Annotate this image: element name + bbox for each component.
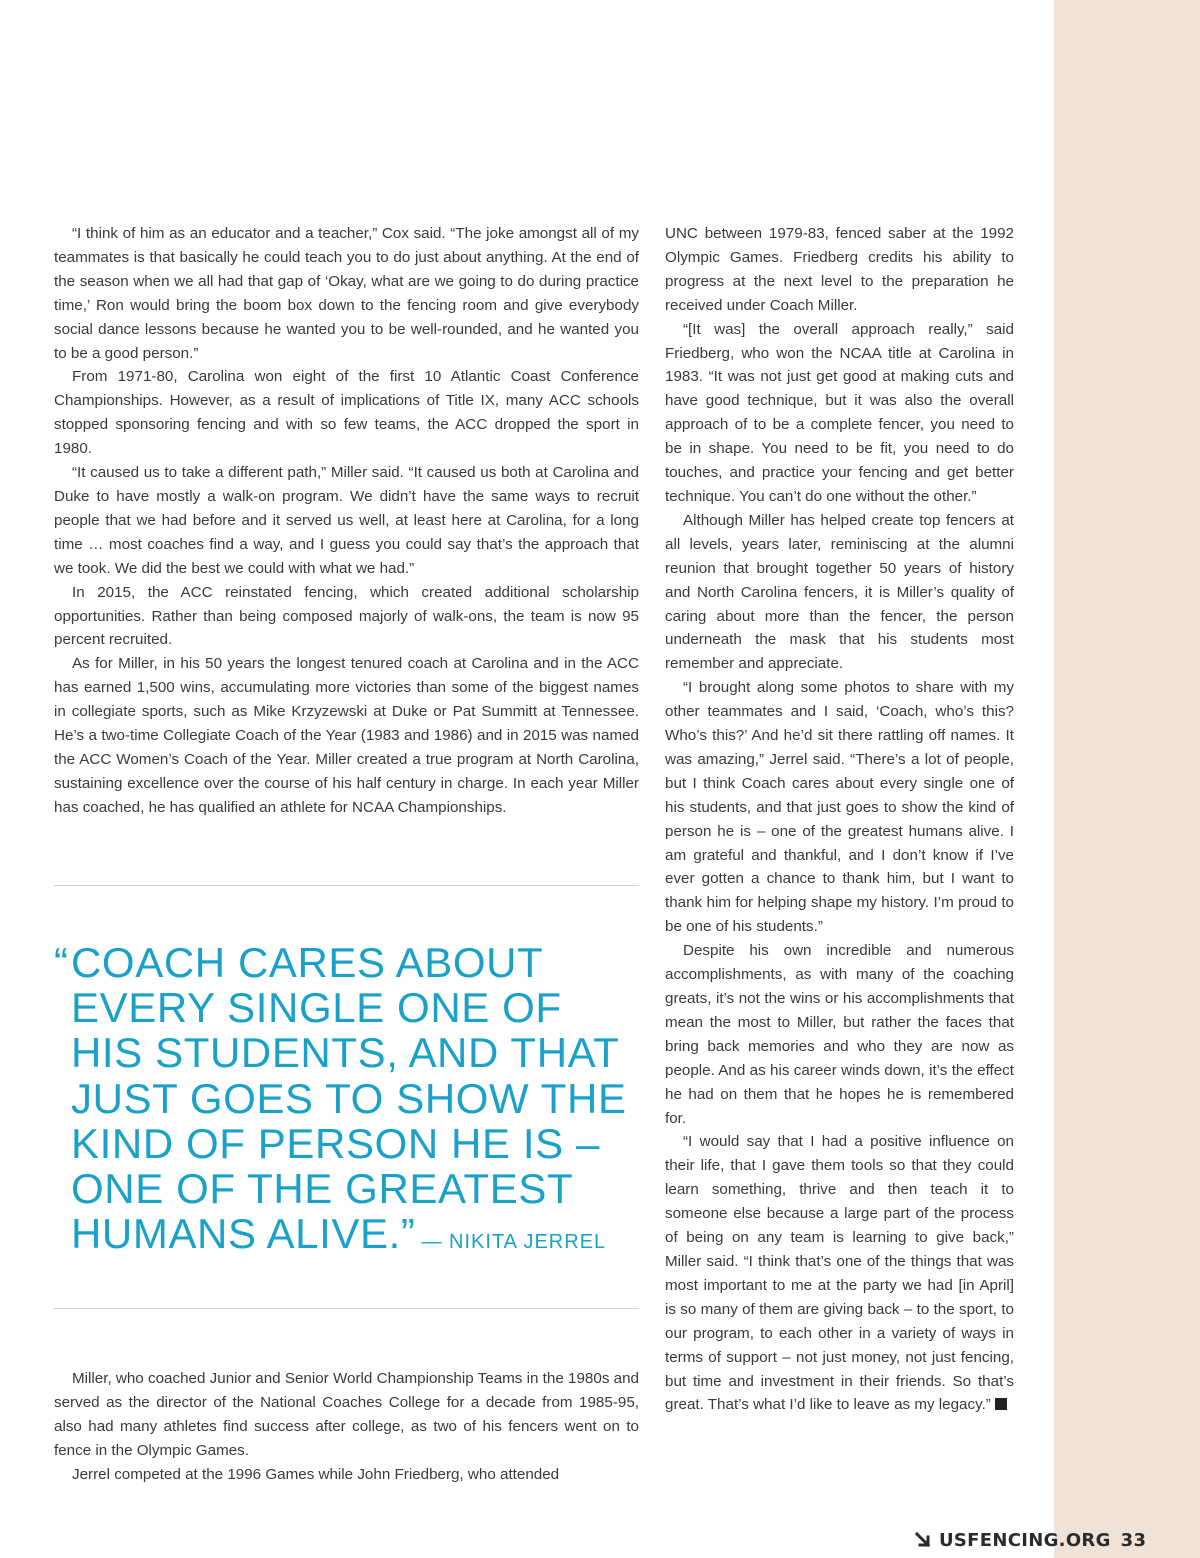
article-paragraph-continued: UNC between 1979-83, fenced saber at the 1992 Olympic Games. Friedberg credits his ability to progress at the next level to the preparation he received under Coach Miller. — [665, 225, 1014, 314]
article-paragraph: “It caused us to take a different path,” Miller said. “It caused us both at Carolina and Duke to have mostly a walk-on program. We didn’t have the same ways to recruit people that we had before and it served us well, at least here at Carolina, for a long time … most coaches find a way, and I guess you could say that’s the approach that we took. We did the best we could with what we had.” — [54, 464, 639, 577]
pull-quote — [54, 940, 644, 1265]
article-paragraph: “[It was] the overall approach really,” said Friedberg, who won the NCAA title at Carolina in 1983. “It was not just get good at making cuts and have good technique, but it was also the overall approach of to be a complete fencer, you need to be in shape. You need to be fit, you need to do touches, and practice your fencing and get better technique. You can’t do one without the other.” — [665, 320, 1014, 505]
article-paragraph: “I brought along some photos to share with my other teammates and I said, ‘Coach, who’s this? Who’s this?’ And he’d sit there rattling off names. It was amazing,” Jerrel said. “There’s a lot of people, but I think Coach cares about every single one of his students, and that just goes to show the kind of person he is – one of the greatest humans alive. I am grateful and thankful, and I don’t know if I’ve ever gotten a chance to thank him, but I want to thank him for helping shape my history. I’m proud to be one of his students.” — [665, 679, 1014, 936]
pull-quote-line: EVERY SINGLE ONE OF — [71, 984, 562, 1032]
article-paragraph: Jerrel competed at the 1996 Games while John Friedberg, who attended — [72, 1465, 560, 1483]
page-number: 33 — [1120, 1530, 1147, 1551]
end-of-article-icon — [995, 1398, 1007, 1410]
page-margin-band — [1054, 0, 1200, 1558]
article-column-left-bottom — [54, 1367, 639, 1487]
article-paragraph: From 1971-80, Carolina won eight of the first 10 Atlantic Coast Conference Championships. However, as a result of implications of Title IX, many ACC schools stopped sponsoring fencing and with so few teams, the ACC dropped the sport in 1980. — [54, 368, 639, 458]
article-paragraph: Although Miller has helped create top fencers at all levels, years later, reminiscing at the alumni reunion that brought together 50 years of history and North Carolina fencers, it is Miller’s quality of caring about more than the fencer, the person underneath the mask that his students most remember and appreciate. — [665, 511, 1014, 673]
article-paragraph: In 2015, the ACC reinstated fencing, which created additional scholarship opportunities. Rather than being composed majorly of walk-ons, the team is now 95 percent recruited. — [54, 583, 639, 649]
pull-quote-line: JUST GOES TO SHOW THE — [71, 1074, 627, 1122]
pull-quote-divider-top — [54, 885, 639, 886]
article-paragraph-final — [665, 1130, 1014, 1417]
article-paragraph: Despite his own incredible and numerous accomplishments, as with many of the coaching greats, it’s not the wins or his accomplishments that mean the most to Miller, but rather the faces that bring back memories and who they are now as people. And as his career winds down, it’s the effect he had on them that he hopes he is remembered for. — [665, 942, 1014, 1127]
article-paragraph: “I think of him as an educator and a teacher,” Cox said. “The joke amongst all of my teammates is that basically he could teach you to do just about anything. At the end of the season when we all had that gap of ‘Okay, what are we going to do during practice time,’ Ron would bring the boom box down to the fencing room and give everybody social dance lessons because he wanted you to be well-rounded, and he wanted you to be a good person.” — [54, 225, 639, 362]
pull-quote-line: KIND OF PERSON HE IS – — [71, 1119, 600, 1167]
pull-quote-line: HUMANS ALIVE.” — [71, 1210, 416, 1258]
footer-site-link[interactable]: USFENCING.ORG — [939, 1530, 1111, 1551]
pull-quote-attribution: — NIKITA JERREL — [421, 1231, 607, 1254]
pull-quote-text — [71, 940, 644, 1265]
pull-quote-line: ONE OF THE GREATEST — [71, 1165, 574, 1213]
page-footer — [915, 1530, 1146, 1558]
pull-quote-line: HIS STUDENTS, AND THAT — [71, 1029, 620, 1077]
pull-quote-open-mark: “ — [54, 939, 69, 986]
article-final-text: “I would say that I had a positive influence on their life, that I gave them tools so that they could learn something, thrive and then teach it to someone else because a large part of the process of being on any team is learning to give back,” Miller said. “I think that’s one of the things that was most important to me at the party we had [in April] is so many of them are giving back – to the sport, to our program, to each other in a variety of ways in terms of support – not just money, not just fencing, but time and investment in their friends. So that’s great. That’s what I’d like to leave as my legacy.” — [665, 1133, 1014, 1414]
pull-quote-divider-bottom — [54, 1308, 639, 1309]
article-paragraph: As for Miller, in his 50 years the longest tenured coach at Carolina and in the ACC has earned 1,500 wins, accumulating more victories than some of the biggest names in collegiate sports, such as Mike Krzyzewski at Duke or Pat Summitt at Tennessee. He’s a two-time Collegiate Coach of the Year (1983 and 1986) and in 2015 was named the ACC Women’s Coach of the Year. Miller created a true program at North Carolina, sustaining excellence over the course of his half century in charge. In each year Miller has coached, he has qualified an athlete for NCAA Championships. — [54, 655, 639, 816]
pull-quote-last-line — [71, 1211, 644, 1265]
article-column-left-top — [54, 222, 639, 820]
article-column-right — [665, 222, 1014, 1417]
article-paragraph: Miller, who coached Junior and Senior World Championship Teams in the 1980s and served as the director of the National Coaches College for a decade from 1985-95, also had many athletes find success after college, as two of his fencers went on to fence in the Olympic Games. — [54, 1370, 639, 1459]
pull-quote-line: COACH CARES ABOUT — [71, 939, 544, 986]
arrow-down-right-icon — [915, 1532, 931, 1553]
